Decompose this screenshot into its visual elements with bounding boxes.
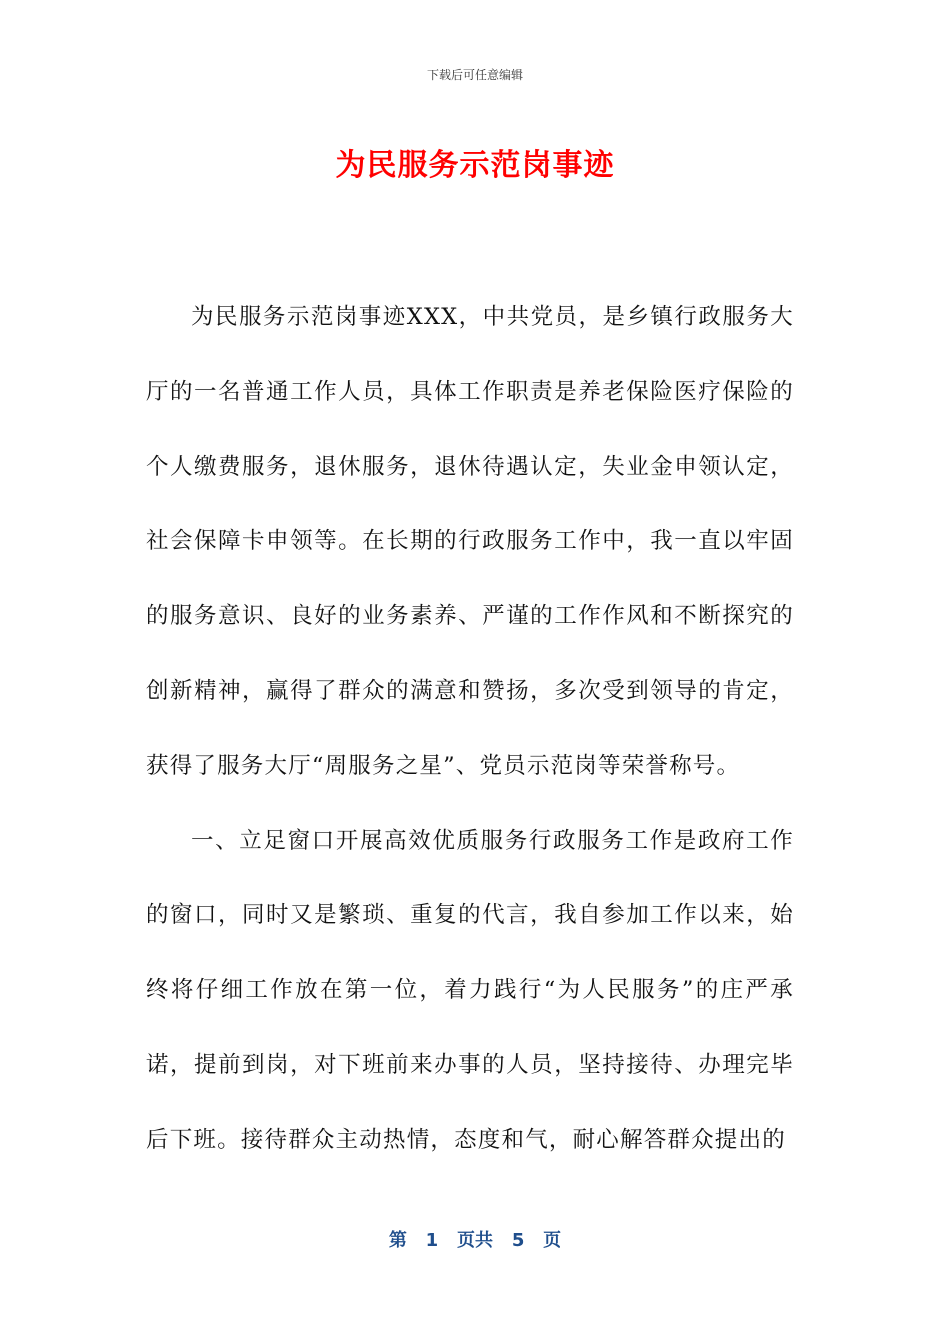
page-footer <box>0 1226 950 1252</box>
header-note: 下载后可任意编辑 <box>426 68 523 82</box>
document-title: 为民服务示范岗事迹 <box>335 148 615 183</box>
page-prefix: 第 <box>388 1230 407 1251</box>
page-middle: 页共 <box>457 1230 493 1251</box>
page-total: 5 <box>511 1230 525 1251</box>
page-suffix: 页 <box>543 1230 562 1251</box>
document-body <box>146 280 794 1178</box>
paragraph-intro: 为民服务示范岗事迹XXX，中共党员，是乡镇行政服务大厅的一名普通工作人员，具体工作职责是养老保险医疗保险的个人缴费服务，退休服务，退休待遇认定，失业金申领认定，社会保障卡申领等。在长期的行政服务工作中，我一直以牢固的服务意识、良好的业务素养、严谨的工作作风和不断探究的创新精神，赢得了群众的满意和赞扬，多次受到领导的肯定，获得了服务大厅“周服务之星”、党员示范岗等荣誉称号。 <box>146 304 794 779</box>
paragraph-section-1: 一、立足窗口开展高效优质服务行政服务工作是政府工作的窗口，同时又是繁琐、重复的代言，我自参加工作以来，始终将仔细工作放在第一位，着力践行“为人民服务”的庄严承诺，提前到岗，对下班前来办事的人员，坚持接待、办理完毕后下班。接待群众主动热情，态度和气，耐心解答群众提出的 <box>146 827 794 1153</box>
page-current: 1 <box>425 1230 439 1251</box>
